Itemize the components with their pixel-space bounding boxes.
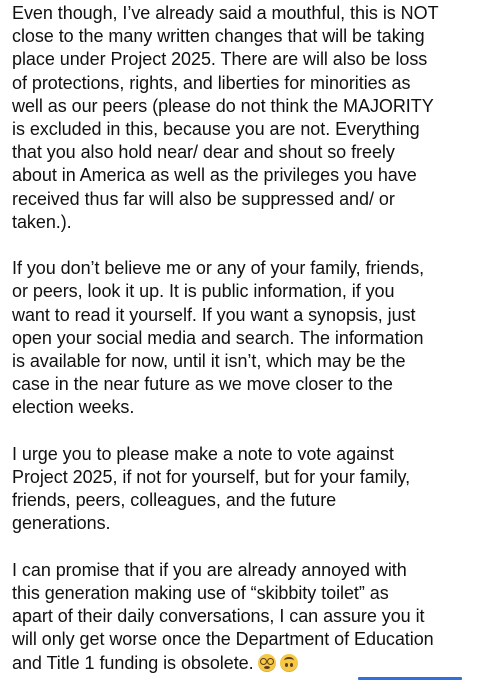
paragraph-4: [12, 559, 492, 675]
text-line: will only get worse once the Department of Education: [12, 629, 434, 650]
text-line-content: and Title 1 funding is obsolete.: [12, 652, 254, 673]
text-line: this generation making use of “skibbity toilet” as: [12, 583, 389, 604]
text-line: place under Project 2025. There are will also be loss: [12, 49, 428, 70]
paragraph-1: [12, 2, 492, 234]
text-line: taken.).: [12, 211, 72, 232]
text-line: that you also hold near/ dear and shout so freely: [12, 142, 395, 163]
text-line: about in America as well as the privileges you have: [12, 165, 417, 186]
text-line: received thus far will also be suppressed and/ or: [12, 188, 395, 209]
text-line: election weeks.: [12, 397, 135, 418]
paragraph-2: [12, 257, 492, 419]
upside-down-face-icon: [280, 654, 298, 672]
text-line: open your social media and search. The information: [12, 327, 424, 348]
text-line: well as our peers (please do not think the MAJORITY: [12, 95, 434, 116]
text-line: case in the near future as we move closer to the: [12, 374, 393, 395]
text-line: I can promise that if you are already annoyed with: [12, 559, 407, 580]
text-line: is excluded in this, because you are not. Everything: [12, 119, 420, 140]
text-line: close to the many written changes that will be taking: [12, 26, 425, 47]
text-line: is available for now, until it isn’t, which may be the: [12, 351, 406, 372]
text-line: I urge you to please make a note to vote against: [12, 443, 394, 464]
text-line: want to read it yourself. If you want a synopsis, just: [12, 304, 416, 325]
text-line: apart of their daily conversations, I can assure you it: [12, 606, 425, 627]
text-line: or peers, look it up. It is public information, if you: [12, 281, 395, 302]
dizzy-face-icon: [258, 654, 276, 672]
paragraph-3: [12, 443, 492, 536]
text-line: of protections, rights, and liberties for minorities as: [12, 72, 411, 93]
note-body: [12, 2, 492, 675]
text-line: Even though, I’ve already said a mouthful, this is NOT: [12, 3, 439, 23]
text-line: Project 2025, if not for yourself, but for your family,: [12, 467, 411, 488]
text-line: If you don’t believe me or any of your family, friends,: [12, 258, 425, 279]
last-text-line: [12, 652, 492, 675]
text-line: generations.: [12, 513, 111, 534]
text-line: friends, peers, colleagues, and the future: [12, 490, 337, 511]
